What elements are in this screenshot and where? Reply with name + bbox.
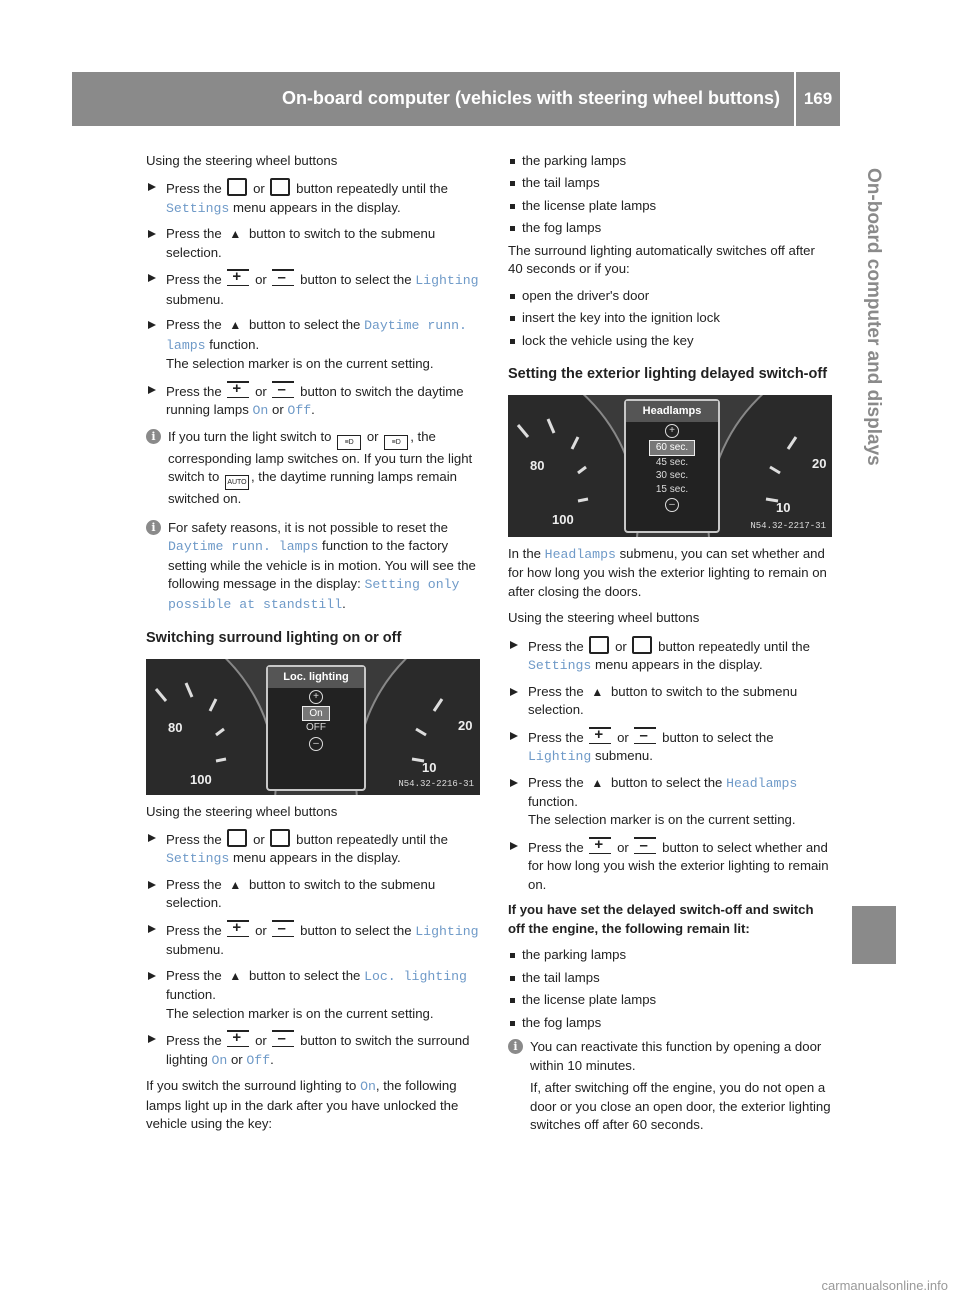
text: Press the bbox=[166, 181, 222, 197]
car-display-button-icon bbox=[589, 636, 609, 654]
gauge-number: 100 bbox=[552, 511, 574, 527]
text: If you turn the light switch to bbox=[168, 428, 332, 444]
step bbox=[146, 876, 482, 913]
text: button to select the bbox=[300, 922, 412, 938]
text: or bbox=[230, 1051, 243, 1067]
up-arrow-button-icon: ▲ bbox=[229, 227, 242, 242]
list-item: the parking lamps bbox=[508, 152, 832, 170]
step bbox=[146, 1030, 482, 1070]
figure-headlamps bbox=[508, 395, 832, 537]
list-item: insert the key into the ignition lock bbox=[508, 309, 832, 327]
text: button to select the bbox=[248, 967, 361, 983]
auto-switch-icon: AUTO bbox=[225, 475, 249, 490]
text: or bbox=[255, 272, 267, 288]
gauge-number: 10 bbox=[422, 759, 437, 775]
text: button to switch to the submenu selection. bbox=[166, 226, 436, 260]
minus-button-icon bbox=[634, 837, 656, 854]
text: Press the bbox=[166, 383, 222, 399]
text: button to select the bbox=[662, 729, 774, 745]
plus-button-icon bbox=[227, 381, 249, 398]
text: button to switch the daytime running lamps bbox=[166, 383, 464, 418]
text: . bbox=[270, 1051, 274, 1067]
display-text: Headlamps bbox=[544, 546, 616, 562]
text: The selection marker is on the current setting. bbox=[166, 356, 434, 372]
text: or bbox=[253, 831, 265, 847]
option: 45 sec. bbox=[655, 456, 689, 468]
display-text: Loc. lighting bbox=[364, 968, 467, 984]
text: menu appears in the display. bbox=[232, 850, 401, 866]
text: button to select the bbox=[248, 317, 361, 333]
panel-title: Headlamps bbox=[626, 401, 718, 422]
text: The selection marker is on the current setting. bbox=[528, 812, 796, 828]
page-header bbox=[72, 72, 840, 126]
step bbox=[146, 829, 482, 869]
step bbox=[508, 774, 832, 830]
text: Press the bbox=[528, 729, 584, 745]
step bbox=[146, 967, 482, 1023]
minus-button-icon bbox=[272, 269, 294, 286]
text: function. bbox=[209, 336, 260, 352]
text: In the bbox=[508, 545, 541, 561]
plus-button-icon bbox=[227, 269, 249, 286]
list-item: the fog lamps bbox=[508, 219, 832, 237]
minus-button-icon bbox=[272, 381, 294, 398]
section-heading: Switching surround lighting on or off bbox=[146, 630, 402, 647]
display-text: Lighting bbox=[415, 273, 479, 289]
text: button repeatedly until the bbox=[296, 831, 448, 847]
display-text: Daytime runn. lamps bbox=[168, 539, 319, 555]
text: button to switch the surround lighting bbox=[166, 1033, 470, 1067]
note-text: If, after switching off the engine, you do not open a door or you close an open door, the exterior lighting switches off after 60 seconds. bbox=[530, 1080, 831, 1133]
side-marker-block bbox=[852, 906, 896, 964]
info-icon bbox=[508, 1039, 523, 1054]
gauge-number: 80 bbox=[530, 457, 545, 473]
text: . bbox=[342, 595, 346, 611]
panel-title: Loc. lighting bbox=[268, 667, 364, 688]
selected-option: 60 sec. bbox=[649, 440, 695, 456]
plus-icon: + bbox=[309, 690, 323, 704]
paragraph: If you have set the delayed switch-off and switch off the engine, the following remain lit: bbox=[508, 902, 814, 936]
paragraph: The surround lighting automatically switches off after 40 seconds or if you: bbox=[508, 242, 815, 277]
option: 15 sec. bbox=[655, 483, 689, 495]
display-text: Off bbox=[246, 1052, 271, 1068]
step bbox=[146, 178, 482, 218]
text: , the following lamps light up in the dark after you have unlocked the vehicle using the key: bbox=[146, 1078, 459, 1132]
gauge-number: 20 bbox=[812, 455, 827, 471]
list-item: the tail lamps bbox=[508, 969, 832, 987]
side-tab-label: On-board computer and displays bbox=[863, 168, 884, 466]
text: Press the bbox=[528, 638, 584, 654]
header-title: On-board computer (vehicles with steering wheel buttons) bbox=[281, 88, 780, 109]
text: submenu. bbox=[594, 748, 653, 764]
info-icon bbox=[146, 429, 161, 444]
text: button repeatedly until the bbox=[658, 638, 810, 654]
text: or bbox=[366, 428, 379, 444]
text: , the daytime running lamps remain switched on. bbox=[168, 469, 457, 507]
watermark-url: carmanualsonline.info bbox=[821, 1277, 948, 1293]
section-heading: Setting the exterior lighting delayed switch-off bbox=[508, 366, 828, 383]
figure-id: N54.32-2217-31 bbox=[750, 521, 826, 532]
text: or bbox=[617, 729, 629, 745]
up-arrow-button-icon: ▲ bbox=[229, 968, 242, 983]
info-note bbox=[146, 428, 482, 509]
car-display-button-icon bbox=[227, 829, 247, 847]
list-item: the license plate lamps bbox=[508, 197, 832, 215]
minus-button-icon bbox=[272, 1030, 294, 1047]
gauge-number: 100 bbox=[190, 771, 212, 787]
display-text: On bbox=[360, 1079, 376, 1095]
text: submenu. bbox=[166, 942, 224, 958]
plus-button-icon bbox=[589, 837, 611, 854]
step bbox=[146, 269, 482, 309]
text: Press the bbox=[528, 774, 584, 790]
display-text: Off bbox=[287, 403, 312, 419]
text: button to select the bbox=[300, 272, 412, 288]
right-column bbox=[508, 152, 832, 1145]
text: , the corresponding lamp switches on. If you turn the light switch to bbox=[168, 428, 473, 485]
list-item: the license plate lamps bbox=[508, 991, 832, 1009]
text: function to the factory setting while the vehicle is in motion. You will see the following message in the display: bbox=[168, 538, 476, 592]
text: or bbox=[255, 383, 267, 399]
minus-icon: – bbox=[309, 737, 323, 751]
list-item: the tail lamps bbox=[508, 174, 832, 192]
display-text: Headlamps bbox=[726, 775, 798, 791]
option: OFF bbox=[306, 722, 326, 734]
plus-button-icon bbox=[589, 727, 611, 744]
text: or bbox=[615, 638, 627, 654]
side-tab bbox=[842, 126, 888, 766]
text: button repeatedly until the bbox=[296, 181, 448, 197]
text: button to select whether and for how long you wish the exterior lighting to remain on. bbox=[528, 839, 829, 892]
text: menu appears in the display. bbox=[232, 199, 401, 215]
minus-button-icon bbox=[272, 920, 294, 937]
gauge-number: 80 bbox=[168, 719, 183, 735]
display-text: Setting only possible at standstill bbox=[168, 577, 460, 612]
text: button to select the bbox=[610, 774, 723, 790]
text: button to switch to the submenu selection. bbox=[528, 683, 798, 718]
car-display-button-icon bbox=[270, 178, 290, 196]
up-arrow-button-icon: ▲ bbox=[591, 775, 604, 790]
step bbox=[508, 837, 832, 894]
text: or bbox=[255, 1033, 267, 1049]
text: or bbox=[272, 402, 284, 418]
step bbox=[146, 381, 482, 421]
minus-icon: – bbox=[665, 498, 679, 512]
list-item: open the driver's door bbox=[508, 287, 832, 305]
text: or bbox=[253, 181, 265, 197]
text: Press the bbox=[166, 967, 222, 983]
up-arrow-button-icon: ▲ bbox=[229, 318, 242, 333]
paragraph bbox=[146, 1077, 482, 1133]
display-text: Settings bbox=[528, 658, 592, 674]
selected-option: On bbox=[302, 706, 329, 722]
display-text: On bbox=[211, 1052, 228, 1068]
display-panel bbox=[624, 399, 720, 533]
display-text: Daytime runn. lamps bbox=[166, 318, 467, 353]
list-item: lock the vehicle using the key bbox=[508, 332, 832, 350]
paragraph bbox=[508, 545, 832, 601]
info-note bbox=[508, 1038, 832, 1134]
text: or bbox=[617, 839, 629, 855]
page-number: 169 bbox=[803, 89, 833, 109]
text: submenu. bbox=[166, 291, 224, 307]
gauge-number: 10 bbox=[776, 499, 791, 515]
figure-loc-lighting bbox=[146, 659, 480, 795]
text: Press the bbox=[166, 272, 222, 288]
gauge-number: 20 bbox=[458, 717, 473, 733]
display-text: Settings bbox=[166, 200, 230, 216]
text: Press the bbox=[528, 683, 584, 699]
text: . bbox=[311, 402, 315, 418]
display-text: Settings bbox=[166, 851, 230, 867]
figure-id: N54.32-2216-31 bbox=[398, 778, 474, 789]
list-item: the parking lamps bbox=[508, 946, 832, 964]
step bbox=[146, 920, 482, 960]
up-arrow-button-icon: ▲ bbox=[229, 877, 242, 892]
plus-icon: + bbox=[665, 424, 679, 438]
up-arrow-button-icon: ▲ bbox=[591, 684, 604, 699]
text: button to switch to the submenu selection. bbox=[166, 876, 436, 911]
step bbox=[508, 683, 832, 720]
car-display-button-icon bbox=[270, 829, 290, 847]
text: or bbox=[255, 922, 267, 938]
display-text: Lighting bbox=[415, 923, 479, 939]
step bbox=[146, 316, 482, 373]
text: Press the bbox=[166, 922, 222, 938]
text: Press the bbox=[166, 317, 222, 333]
light-switch-icon: ≡D bbox=[384, 435, 408, 450]
list-item: the fog lamps bbox=[508, 1014, 832, 1032]
text: Press the bbox=[166, 1033, 222, 1049]
info-icon bbox=[146, 520, 161, 535]
subheading-steering-buttons: Using the steering wheel buttons bbox=[146, 803, 338, 819]
plus-button-icon bbox=[227, 1030, 249, 1047]
text: If you switch the surround lighting to bbox=[146, 1078, 357, 1094]
text: menu appears in the display. bbox=[594, 657, 763, 673]
note-text: You can reactivate this function by opening a door within 10 minutes. bbox=[530, 1039, 822, 1073]
text: function. bbox=[528, 793, 578, 809]
display-panel bbox=[266, 665, 366, 791]
step bbox=[146, 225, 482, 262]
option: 30 sec. bbox=[655, 470, 689, 482]
step bbox=[508, 636, 832, 676]
text: Press the bbox=[528, 839, 584, 855]
step bbox=[508, 727, 832, 767]
text: Press the bbox=[166, 876, 222, 892]
subheading-steering-buttons: Using the steering wheel buttons bbox=[146, 153, 338, 168]
plus-button-icon bbox=[227, 920, 249, 937]
car-display-button-icon bbox=[632, 636, 652, 654]
light-switch-icon: ≡D bbox=[337, 435, 361, 450]
text: Press the bbox=[166, 831, 222, 847]
text: The selection marker is on the current setting. bbox=[166, 1005, 434, 1021]
display-text: Lighting bbox=[528, 749, 592, 765]
minus-button-icon bbox=[634, 727, 656, 744]
display-text: On bbox=[252, 403, 269, 419]
subheading-steering-buttons: Using the steering wheel buttons bbox=[508, 610, 700, 626]
text: function. bbox=[166, 987, 216, 1003]
text: submenu, you can set whether and for how long you wish the exterior lighting to remain on after closing the doors. bbox=[508, 545, 827, 599]
text: For safety reasons, it is not possible to reset the bbox=[168, 519, 449, 535]
car-display-button-icon bbox=[227, 178, 247, 196]
info-note bbox=[146, 519, 482, 614]
text: Press the bbox=[166, 226, 222, 242]
left-column bbox=[146, 152, 482, 1142]
